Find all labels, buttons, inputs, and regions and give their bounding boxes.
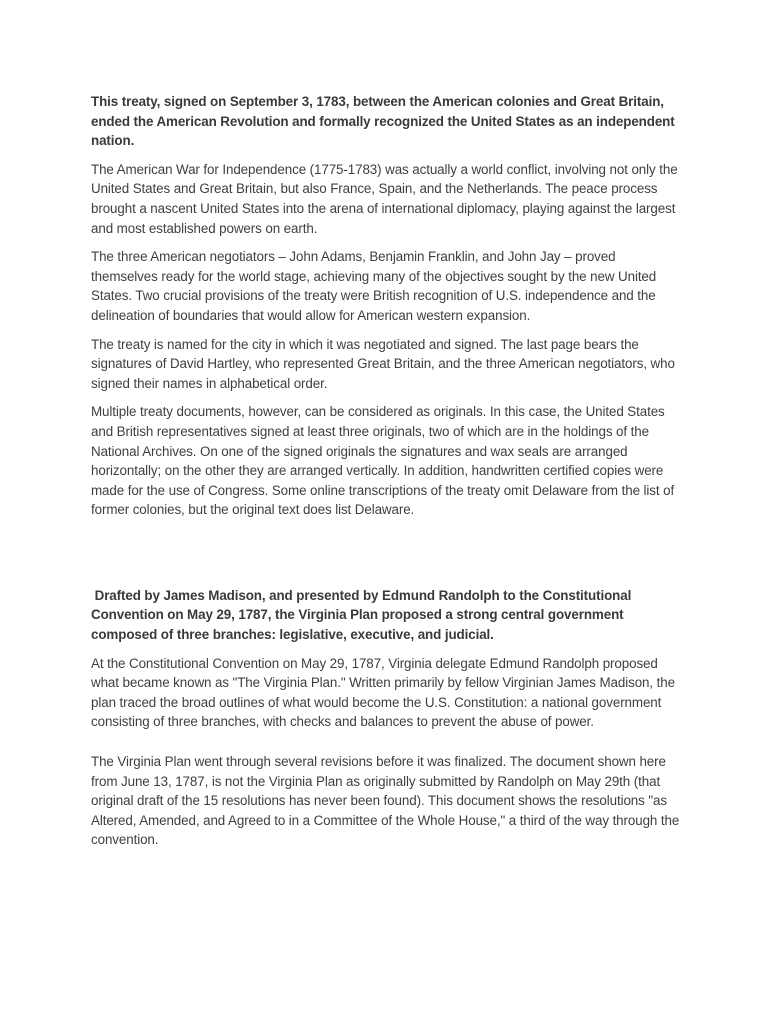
treaty-section — [91, 92, 681, 520]
treaty-paragraph-originals: Multiple treaty documents, however, can be considered as originals. In this case, the United States and British representatives signed at least three originals, two of which are in the holdings of the National Archives. On one of the signed originals the signatures and wax seals are arranged horizontally; on the other they are arranged vertically. In addition, handwritten certified copies were made for the use of Congress. Some online transcriptions of the treaty omit Delaware from the list of former colonies, but the original text does list Delaware. — [91, 404, 675, 518]
document-page — [91, 92, 681, 850]
treaty-paragraph-war: The American War for Independence (1775-1783) was actually a world conflict, involving not only the United States and Great Britain, but also France, Spain, and the Netherlands. The peace process brought a nascent United States into the arena of international diplomacy, playing against the largest and most established powers on earth. — [91, 161, 678, 236]
treaty-lead-paragraph: This treaty, signed on September 3, 1783, between the American colonies and Great Britain, ended the American Revolution and formally recognized the United States as an independent nation. — [91, 94, 675, 149]
virginia-plan-paragraph-convention: At the Constitutional Convention on May 29, 1787, Virginia delegate Edmund Randolph proposed what became known as "The Virginia Plan." Written primarily by fellow Virginian James Madison, the plan traced the broad outlines of what would become the U.S. Constitution: a national government consisting of three branches, with checks and balances to prevent the abuse of power. — [91, 655, 675, 730]
virginia-plan-section — [91, 586, 681, 850]
virginia-plan-lead-paragraph: Drafted by James Madison, and presented by Edmund Randolph to the Constitutional Convention on May 29, 1787, the Virginia Plan proposed a strong central government composed of three branches: legislative, executive, and judicial. — [91, 587, 635, 643]
virginia-plan-paragraph-revisions: The Virginia Plan went through several revisions before it was finalized. The document shown here from June 13, 1787, is not the Virginia Plan as originally submitted by Randolph on May 29th (that original draft of the 15 resolutions has never been found). This document shows the resolutions "as Altered, Amended, and Agreed to in a Committee of the Whole House," a third of the way through the convention. — [91, 754, 680, 848]
treaty-paragraph-signatures: The treaty is named for the city in which it was negotiated and signed. The last page bears the signatures of David Hartley, who represented Great Britain, and the three American negotiators, who signed their names in alphabetical order. — [91, 336, 675, 391]
treaty-paragraph-negotiators: The three American negotiators – John Adams, Benjamin Franklin, and John Jay – proved themselves ready for the world stage, achieving many of the objectives sought by the new United States. Two crucial provisions of the treaty were British recognition of U.S. independence and the delineation of boundaries that would allow for American western expansion. — [91, 249, 657, 323]
